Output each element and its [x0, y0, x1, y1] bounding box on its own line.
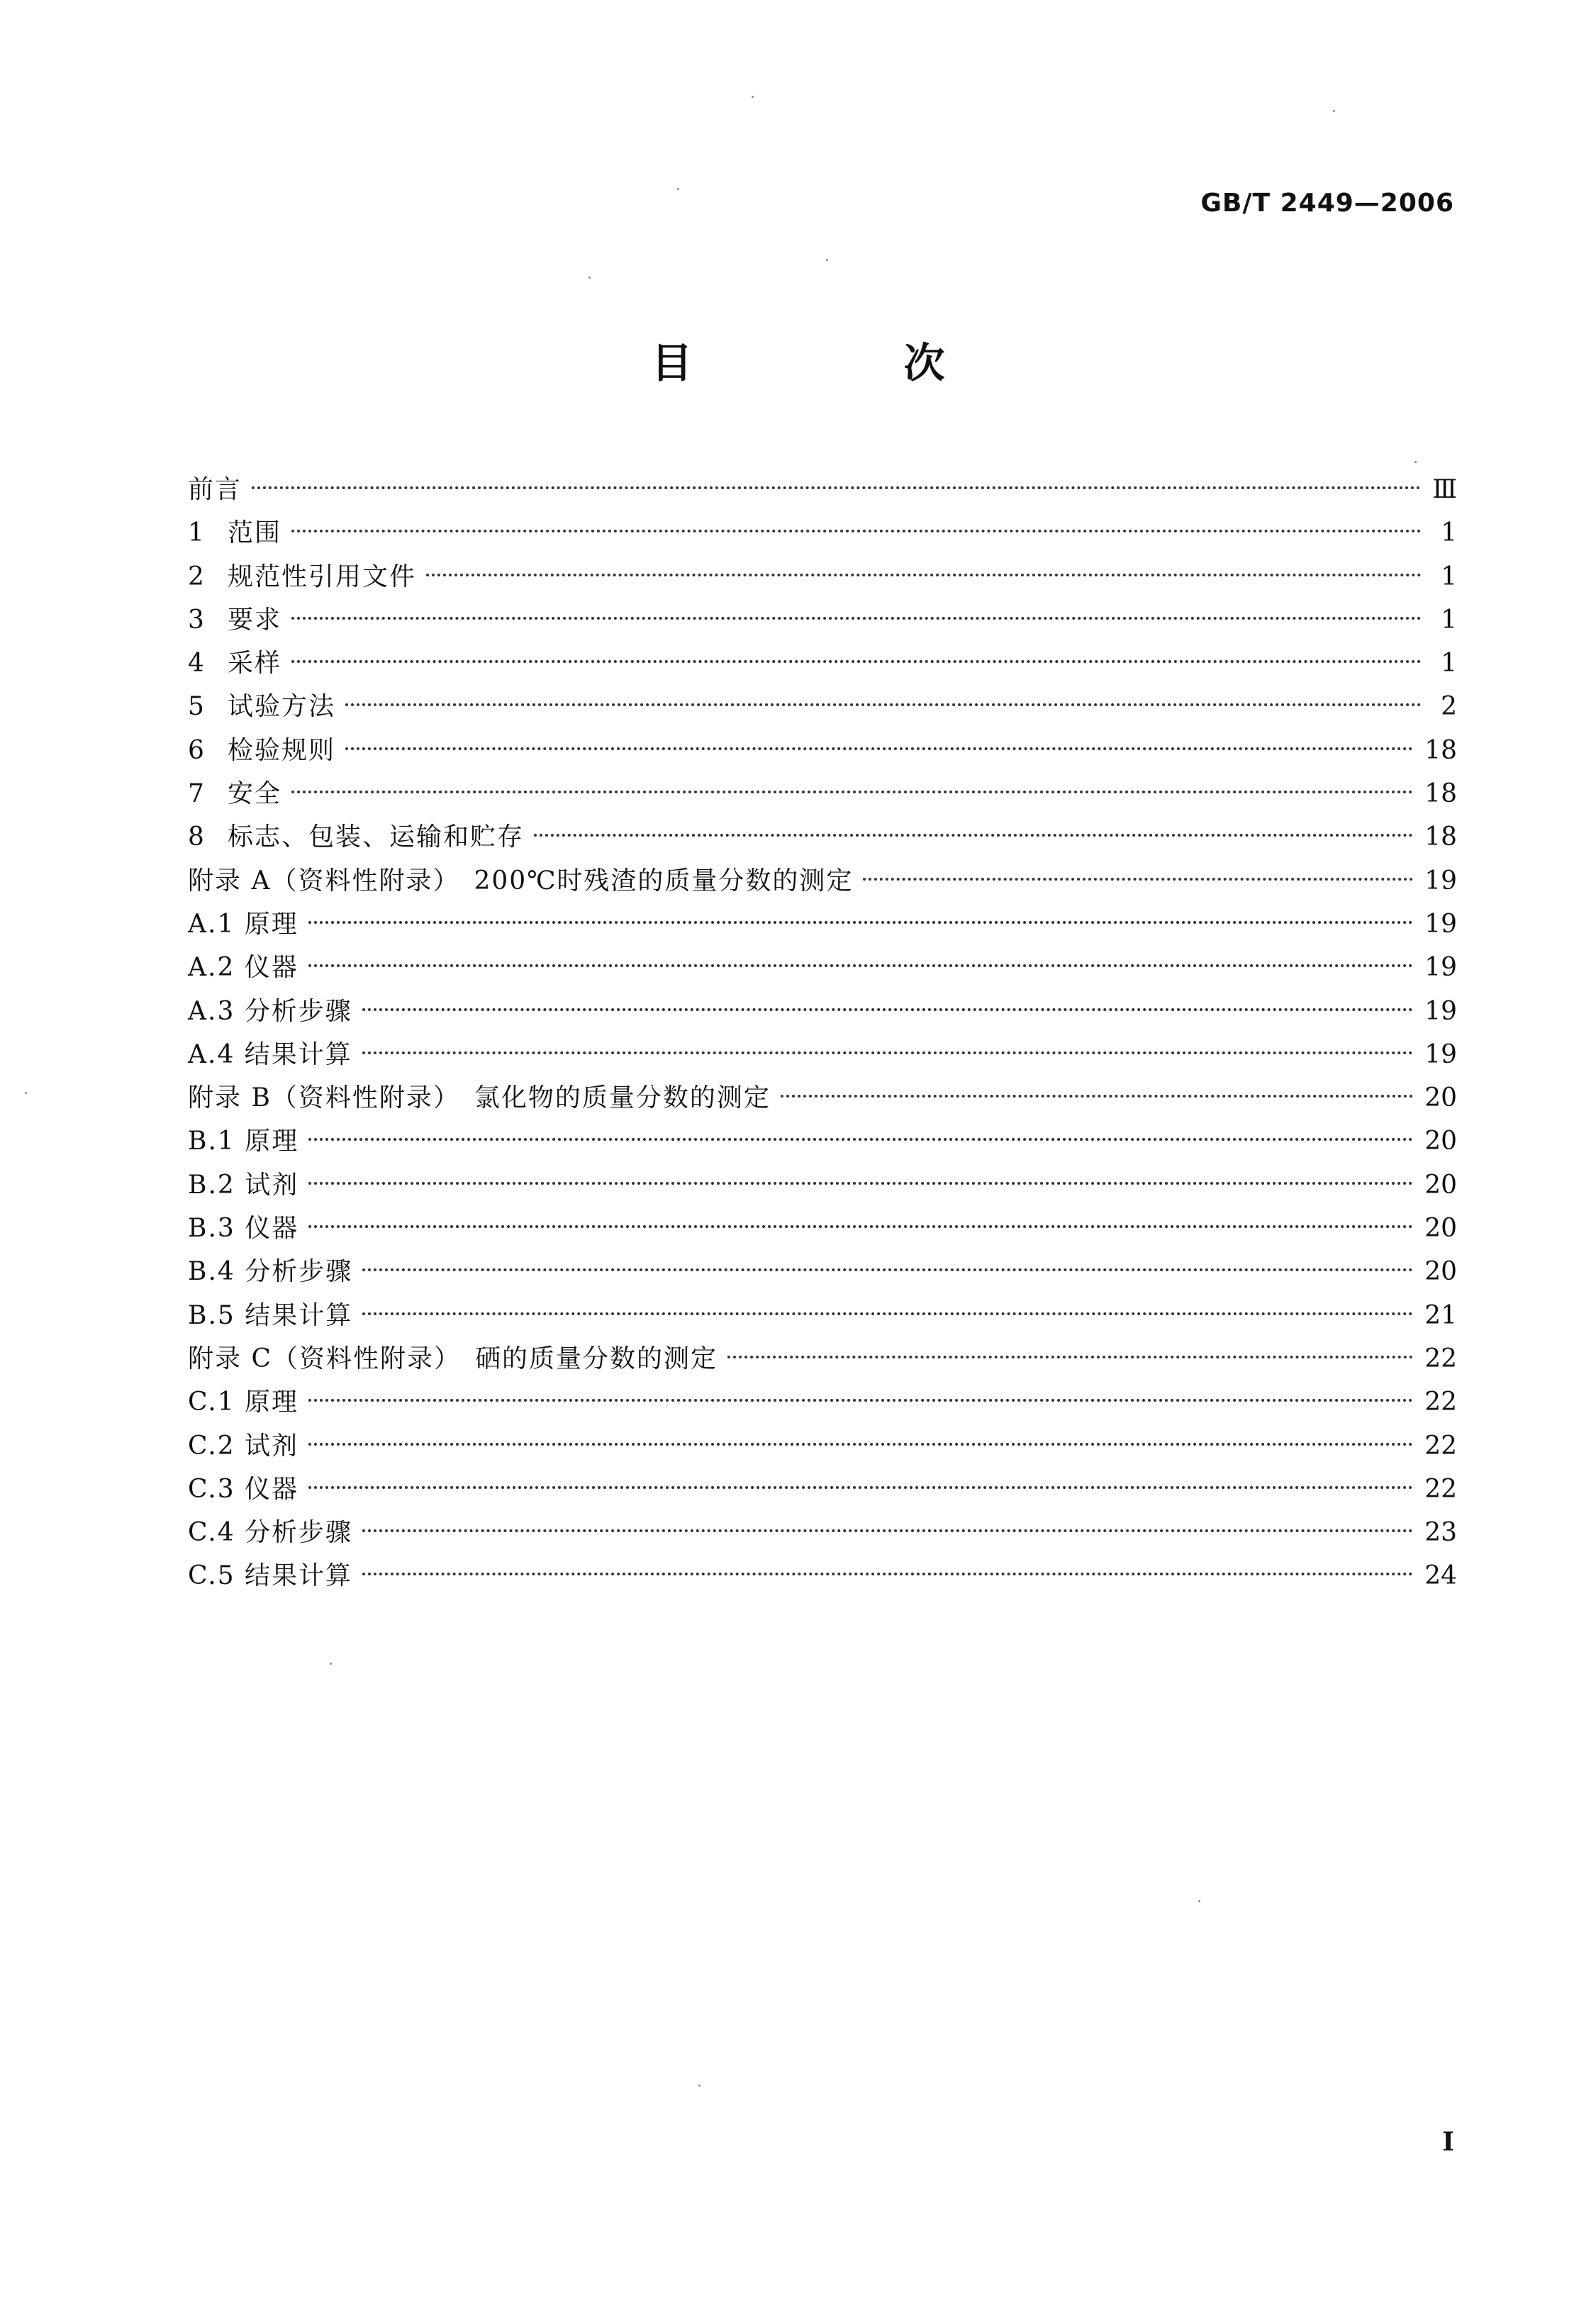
toc-entry-label: [188, 1424, 308, 1468]
scan-speck: [330, 1663, 332, 1665]
toc-entry-text: A.4 结果计算: [188, 1039, 352, 1069]
toc-entry-text: B.4 分析步骤: [188, 1257, 353, 1287]
toc-entry: [188, 1250, 1457, 1293]
toc-entry-label: [188, 946, 308, 989]
scan-speck: [25, 1092, 27, 1094]
scan-speck: [698, 2084, 701, 2087]
toc-entry: [188, 946, 1457, 989]
toc-entry-page: 23: [1424, 1518, 1457, 1548]
toc-entry-label: [188, 1163, 308, 1207]
toc-entry-text: 附录 C（资料性附录） 硒的质量分数的测定: [188, 1344, 718, 1373]
toc-entry-page: 19: [1424, 953, 1457, 983]
toc-entry: [188, 1207, 1457, 1250]
toc-entry-page: 22: [1424, 1344, 1457, 1373]
toc-entry-label: [188, 859, 863, 903]
toc-entry-page: 20: [1424, 1214, 1457, 1244]
scan-speck: [1198, 1900, 1200, 1902]
scan-speck: [1333, 110, 1335, 112]
toc-entry: [188, 468, 1457, 511]
toc-entry-label: [188, 903, 308, 946]
toc-entry-text: B.1 原理: [188, 1127, 299, 1156]
toc-dot-leader: [345, 747, 1413, 750]
toc-entry-text: B.5 结果计算: [188, 1300, 353, 1330]
toc-entry-text: 采样: [228, 649, 282, 679]
toc-entry-page: 1: [1441, 649, 1457, 679]
toc-entry-page: 20: [1424, 1170, 1457, 1200]
toc-dot-leader: [291, 791, 1413, 793]
toc-entry-page: 22: [1424, 1388, 1457, 1417]
standard-code: GB/T 2449—2006: [1200, 189, 1454, 218]
toc-entry: [188, 815, 1457, 859]
toc-dot-leader: [308, 921, 1413, 924]
toc-entry: [188, 859, 1457, 903]
toc-entry: [188, 1337, 1457, 1380]
toc-dot-leader: [781, 1095, 1413, 1098]
toc-entry-text: 标志、包装、运输和贮存: [228, 822, 525, 852]
toc-entry-label: [188, 1033, 362, 1076]
toc-entry: [188, 511, 1457, 554]
toc-entry-page: 1: [1441, 562, 1457, 591]
toc-entry-text: B.3 仪器: [188, 1214, 299, 1244]
toc-entry: [188, 642, 1457, 685]
toc-entry-label: [188, 598, 291, 642]
toc-dot-leader: [291, 617, 1422, 620]
toc-entry-text: A.3 分析步骤: [188, 996, 352, 1026]
toc-entry-text: A.1 原理: [188, 909, 298, 939]
toc-entry: [188, 598, 1457, 642]
toc-dot-leader: [426, 574, 1422, 576]
toc-entry-number: 8: [188, 822, 206, 852]
toc-entry-text: 附录 A（资料性附录） 200℃时残渣的质量分数的测定: [188, 866, 854, 895]
table-of-contents: [188, 468, 1457, 1598]
toc-dot-leader: [308, 1486, 1413, 1489]
toc-dot-leader: [308, 1225, 1413, 1228]
toc-entry-text: C.5 结果计算: [188, 1561, 353, 1591]
toc-entry-label: [188, 511, 291, 554]
toc-dot-leader: [863, 878, 1413, 881]
toc-dot-leader: [291, 530, 1422, 532]
toc-dot-leader: [308, 1138, 1413, 1141]
scan-speck: [677, 188, 679, 190]
toc-entry-text: 规范性引用文件: [228, 562, 417, 591]
toc-dot-leader: [252, 486, 1421, 489]
toc-dot-leader: [345, 703, 1422, 706]
toc-entry: [188, 1424, 1457, 1468]
toc-entry-page: 20: [1424, 1127, 1457, 1156]
toc-entry-text: C.1 原理: [188, 1388, 299, 1417]
toc-dot-leader: [534, 834, 1413, 837]
toc-dot-leader: [362, 1529, 1413, 1532]
toc-entry-text: A.2 仪器: [188, 953, 298, 983]
toc-entry-text: 前言: [188, 475, 242, 504]
toc-entry-page: 22: [1424, 1431, 1457, 1461]
toc-entry-label: [188, 1207, 308, 1250]
toc-entry-label: [188, 1120, 308, 1163]
toc-dot-leader: [291, 660, 1422, 663]
toc-entry: [188, 1380, 1457, 1424]
toc-entry-label: [188, 1294, 362, 1337]
toc-entry-page: 19: [1424, 1039, 1457, 1069]
toc-entry-text: 安全: [228, 779, 282, 809]
toc-entry-number: 7: [188, 779, 206, 809]
toc-entry: [188, 1554, 1457, 1597]
toc-dot-leader: [362, 1051, 1413, 1054]
toc-entry: [188, 555, 1457, 598]
toc-entry: [188, 1033, 1457, 1076]
toc-entry-page: 18: [1424, 735, 1457, 765]
toc-entry-label: [188, 1337, 727, 1380]
toc-entry: [188, 1163, 1457, 1207]
toc-entry-page: 20: [1424, 1083, 1457, 1113]
toc-entry-label: [188, 1076, 781, 1120]
toc-entry-page: 19: [1424, 909, 1457, 939]
toc-entry-text: C.4 分析步骤: [188, 1518, 353, 1548]
toc-entry-page: 19: [1424, 866, 1457, 895]
toc-entry-number: 4: [188, 649, 206, 679]
page-number: I: [1442, 2127, 1454, 2157]
toc-dot-leader: [727, 1356, 1413, 1358]
toc-entry: [188, 772, 1457, 815]
toc-entry-page: 2: [1441, 692, 1457, 722]
toc-entry-label: [188, 642, 291, 685]
toc-entry-label: [188, 555, 426, 598]
toc-entry: [188, 1511, 1457, 1554]
toc-dot-leader: [308, 1399, 1413, 1402]
toc-entry: [188, 903, 1457, 946]
toc-entry-text: 附录 B（资料性附录） 氯化物的质量分数的测定: [188, 1083, 771, 1113]
toc-entry: [188, 1294, 1457, 1337]
toc-dot-leader: [362, 1268, 1413, 1271]
toc-entry-page: 24: [1424, 1561, 1457, 1591]
toc-entry-page: 22: [1424, 1474, 1457, 1504]
toc-entry: [188, 685, 1457, 728]
toc-entry-label: [188, 468, 252, 511]
toc-dot-leader: [308, 1182, 1413, 1185]
toc-dot-leader: [362, 1312, 1413, 1315]
toc-entry-label: [188, 815, 534, 859]
scan-speck: [1414, 461, 1417, 463]
toc-entry-label: [188, 1250, 362, 1293]
toc-entry-label: [188, 685, 345, 728]
toc-entry-page: 20: [1424, 1257, 1457, 1287]
toc-entry-page: 18: [1424, 779, 1457, 809]
toc-entry-label: [188, 772, 291, 815]
toc-entry-label: [188, 729, 345, 772]
toc-entry-page: 19: [1424, 996, 1457, 1026]
toc-entry-text: 范围: [228, 518, 282, 548]
toc-entry-label: [188, 1554, 362, 1597]
toc-entry: [188, 990, 1457, 1033]
toc-entry-text: C.2 试剂: [188, 1431, 299, 1461]
toc-entry: [188, 729, 1457, 772]
scan-speck: [588, 277, 591, 279]
toc-entry-page: 1: [1441, 605, 1457, 635]
toc-entry-number: 1: [188, 518, 206, 548]
toc-entry-page: Ⅲ: [1432, 475, 1457, 504]
toc-entry-text: 要求: [228, 605, 282, 635]
toc-entry-page: 21: [1424, 1300, 1457, 1330]
toc-entry-text: 检验规则: [228, 735, 336, 765]
toc-entry-text: B.2 试剂: [188, 1170, 299, 1200]
toc-entry-number: 2: [188, 562, 206, 591]
toc-entry-label: [188, 990, 362, 1033]
toc-entry-text: C.3 仪器: [188, 1474, 299, 1504]
page-title: 目 次: [651, 339, 1030, 387]
toc-entry: [188, 1468, 1457, 1511]
toc-dot-leader: [362, 1008, 1413, 1011]
toc-entry-number: 6: [188, 735, 206, 765]
toc-entry-page: 18: [1424, 822, 1457, 852]
toc-entry-label: [188, 1468, 308, 1511]
toc-dot-leader: [308, 964, 1413, 967]
toc-entry-page: 1: [1441, 518, 1457, 548]
toc-entry-text: 试验方法: [228, 692, 336, 722]
toc-dot-leader: [362, 1573, 1413, 1575]
toc-entry-label: [188, 1511, 362, 1554]
toc-entry: [188, 1120, 1457, 1163]
scan-speck: [752, 96, 754, 98]
toc-entry-number: 3: [188, 605, 206, 635]
toc-entry-number: 5: [188, 692, 206, 722]
scan-speck: [826, 259, 828, 261]
toc-entry: [188, 1076, 1457, 1120]
toc-dot-leader: [308, 1443, 1413, 1446]
toc-entry-label: [188, 1380, 308, 1424]
